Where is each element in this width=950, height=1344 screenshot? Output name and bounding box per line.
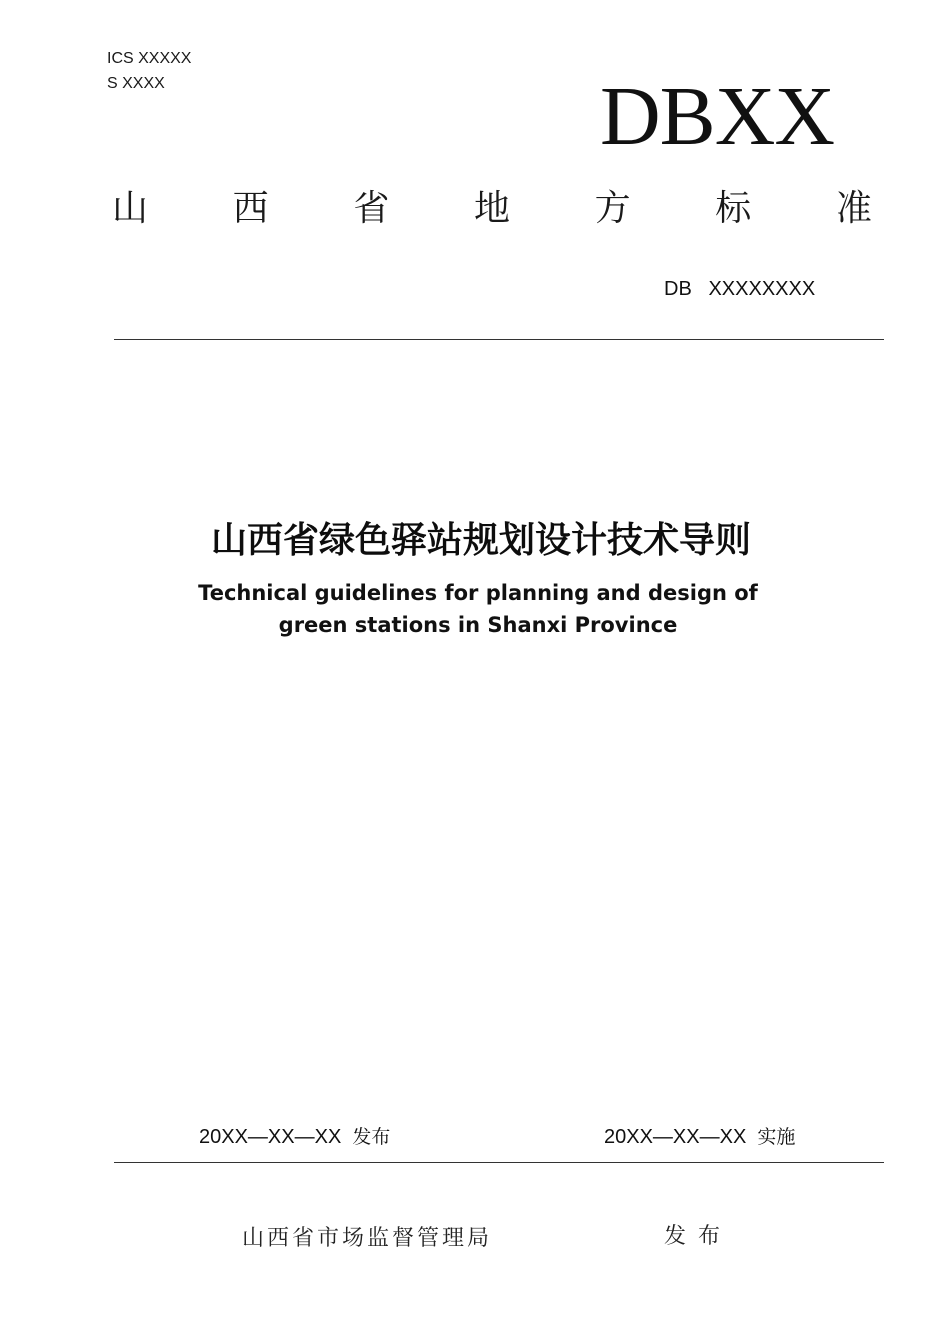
- implement-date-line: [604, 1123, 795, 1151]
- db-mark: DBXX: [600, 70, 835, 163]
- standard-type-char: 标: [715, 188, 752, 229]
- issuing-authority: 山西省市场监督管理局: [242, 1226, 493, 1251]
- issue-date-line: [199, 1123, 390, 1151]
- top-divider: [114, 339, 884, 340]
- standard-type-char: 西: [232, 188, 269, 229]
- standard-type-char: 准: [835, 188, 872, 229]
- standard-type-char: 山: [112, 188, 149, 229]
- issuing-action: 发布: [664, 1224, 733, 1249]
- document-title-chinese: 山西省绿色驿站规划设计技术导则: [210, 520, 751, 561]
- implement-label: 实施: [757, 1126, 796, 1148]
- standard-number: DB XXXXXXXX: [664, 278, 816, 300]
- standard-type-char: 方: [594, 188, 631, 229]
- issue-label: 发布: [352, 1126, 391, 1148]
- standard-type-heading: [112, 186, 872, 232]
- document-title-english-line2: green stations in Shanxi Province: [278, 613, 678, 637]
- issue-date: 20XX—XX—XX: [199, 1126, 342, 1148]
- document-title-english-line1: Technical guidelines for planning and design of: [198, 581, 758, 605]
- ics-code: ICS XXXXX: [107, 50, 192, 67]
- implement-date: 20XX—XX—XX: [604, 1126, 747, 1148]
- classification-code: S XXXX: [107, 75, 165, 92]
- standard-type-char: 省: [353, 188, 390, 229]
- bottom-divider: [114, 1162, 884, 1163]
- standard-type-char: 地: [473, 188, 510, 229]
